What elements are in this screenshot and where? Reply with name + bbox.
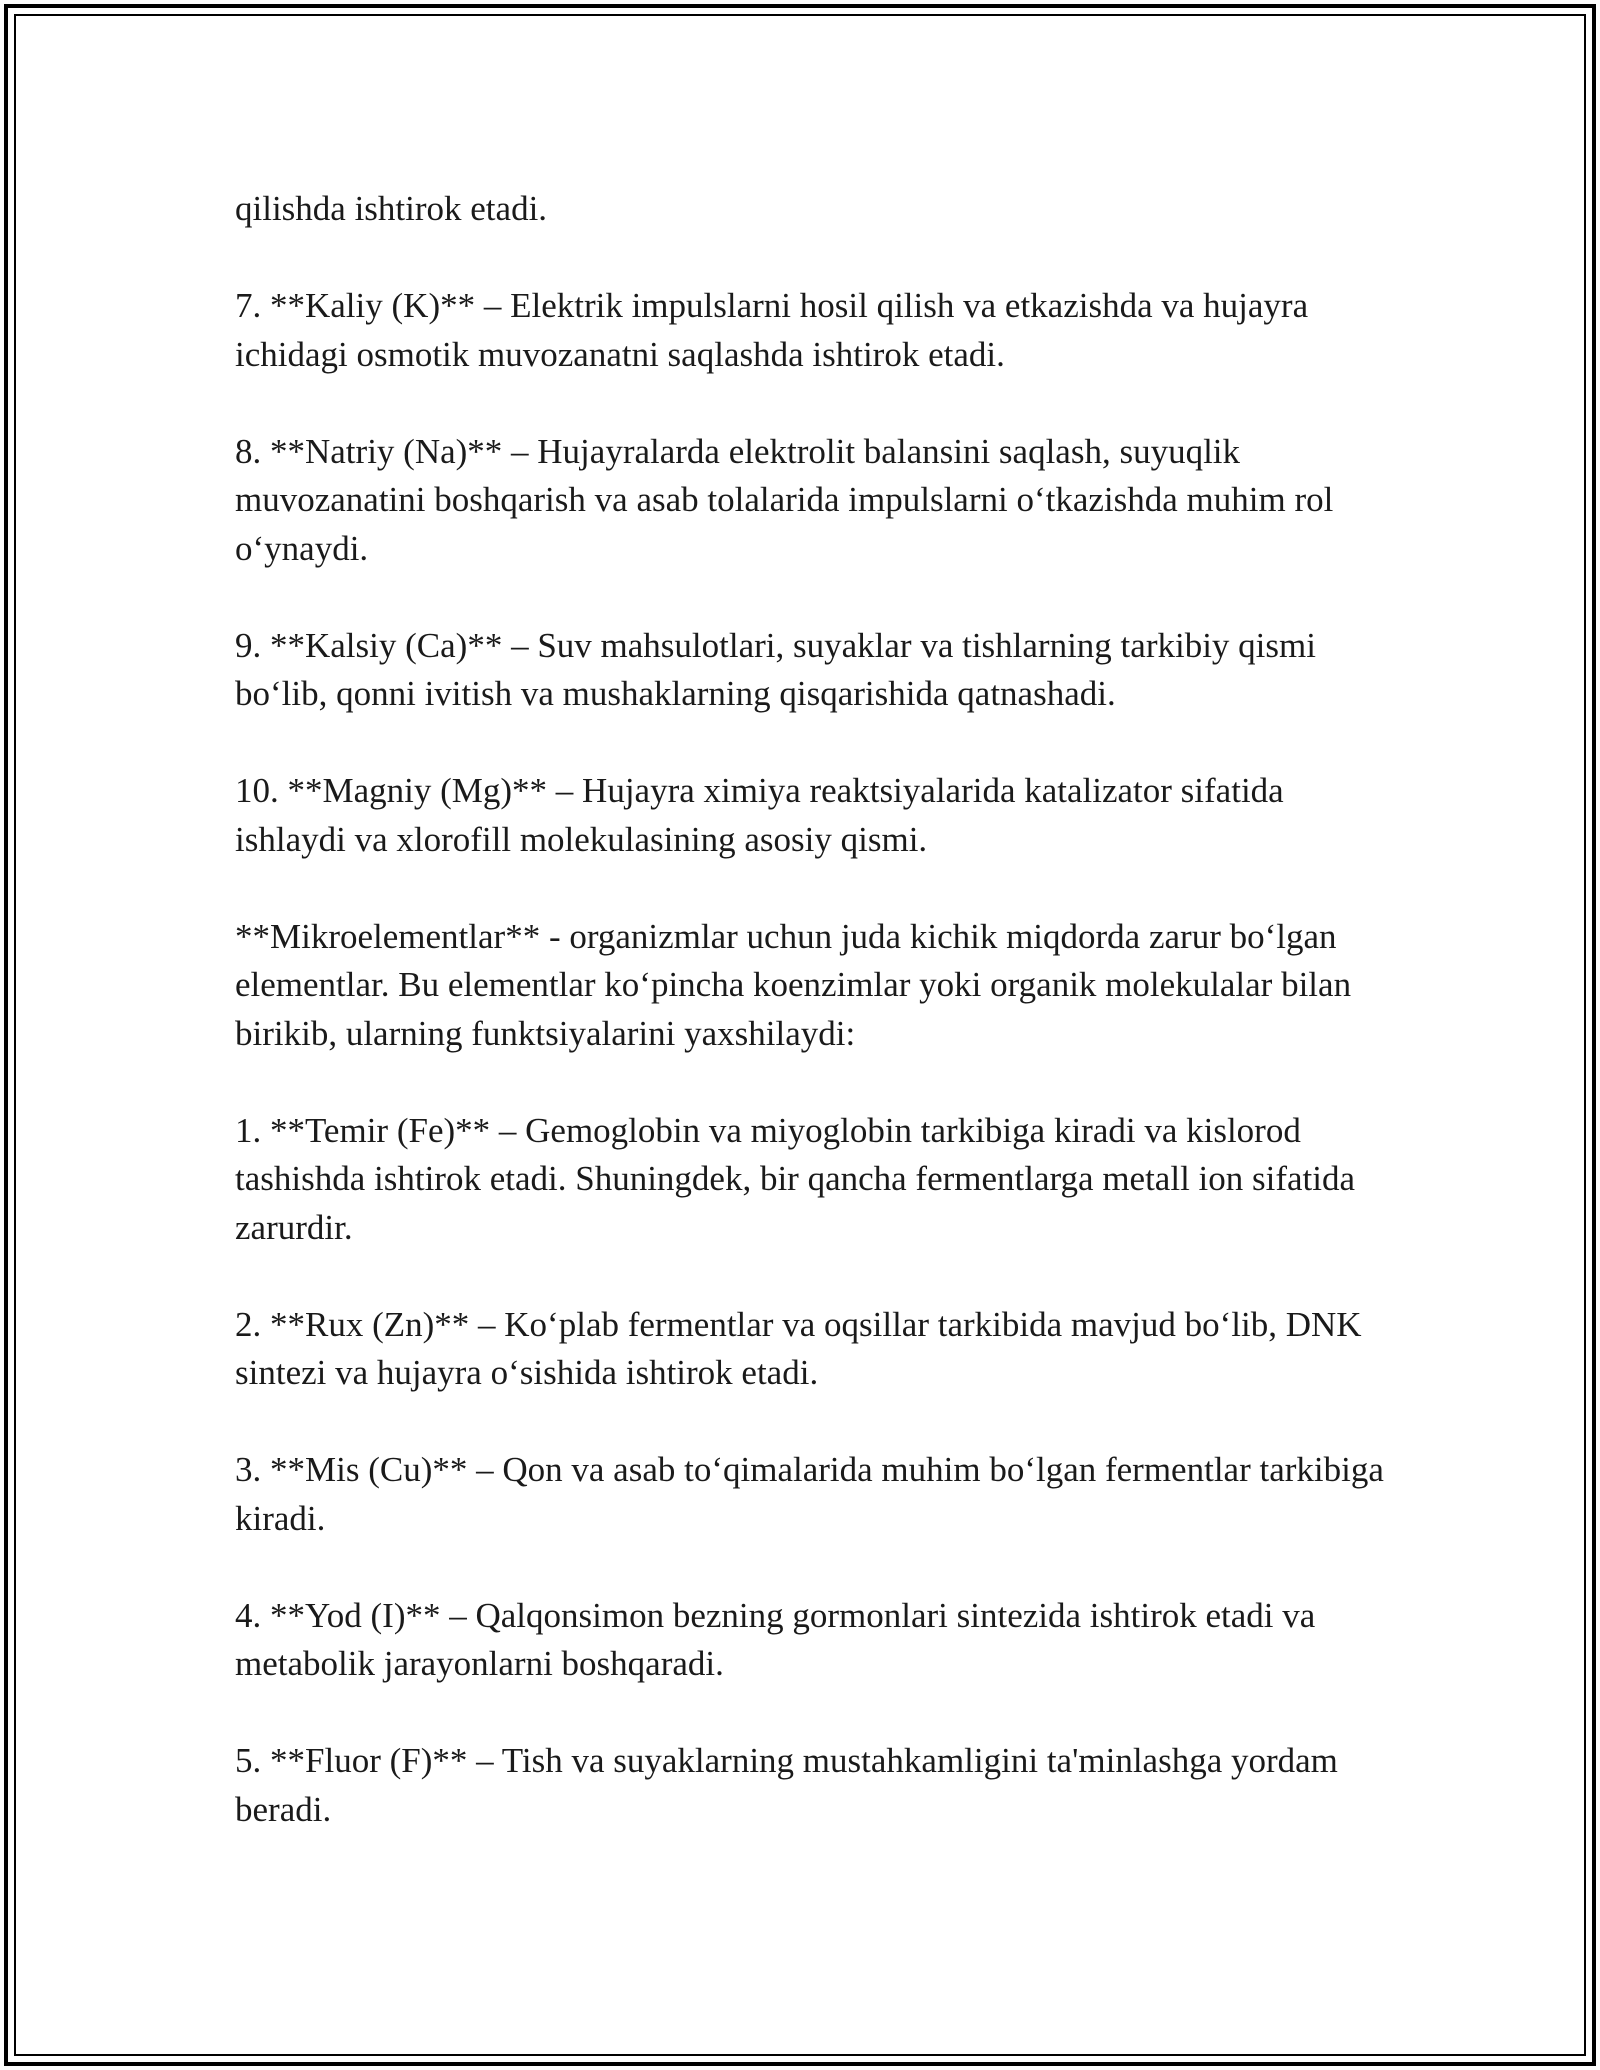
paragraph-magniy: 10. **Magniy (Mg)** – Hujayra ximiya reaktsiyalarida katalizator sifatida ishlaydi va xlorofill molekulasining asosiy qismi. bbox=[235, 771, 1284, 859]
paragraph-fluor: 5. **Fluor (F)** – Tish va suyaklarning mustahkamligini ta'minlashga yordam beradi. bbox=[235, 1741, 1338, 1829]
paragraph-kaliy: 7. **Kaliy (K)** – Elektrik impulslarni hosil qilish va etkazishda va hujayra ichidagi osmotik muvozanatni saqlashda ishtirok etadi. bbox=[235, 286, 1309, 374]
paragraph-mis: 3. **Mis (Cu)** – Qon va asab to‘qimalarida muhim bo‘lgan fermentlar tarkibiga kiradi. bbox=[235, 1450, 1384, 1538]
paragraph-rux: 2. **Rux (Zn)** – Ko‘plab fermentlar va oqsillar tarkibida mavjud bo‘lib, DNK sintezi va hujayra o‘sishida ishtirok etadi. bbox=[235, 1304, 1362, 1392]
paragraph-yod: 4. **Yod (I)** – Qalqonsimon bezning gormonlari sintezida ishtirok etadi va metabolik jarayonlarni boshqaradi. bbox=[235, 1595, 1316, 1683]
paragraph-kalsiy: 9. **Kalsiy (Ca)** – Suv mahsulotlari, suyaklar va tishlarning tarkibiy qismi bo‘lib, qonni ivitish va mushaklarning qisqarishida qatnashadi. bbox=[235, 625, 1316, 713]
paragraph-continuation: qilishda ishtirok etadi. bbox=[235, 189, 548, 228]
paragraph-mikroelementlar: **Mikroelementlar** - organizmlar uchun juda kichik miqdorda zarur bo‘lgan elementlar. Bu elementlar ko‘pincha koenzimlar yoki organik molekulalar bilan birikib, ularning funktsiyalarini yaxshilaydi: bbox=[235, 916, 1352, 1053]
paragraph-temir: 1. **Temir (Fe)** – Gemoglobin va miyoglobin tarkibiga kiradi va kislorod tashishda ishtirok etadi. Shuningdek, bir qancha fermentlarga metall ion sifatida zarurdir. bbox=[235, 1110, 1356, 1247]
document-body bbox=[235, 185, 1385, 1834]
paragraph-natriy: 8. **Natriy (Na)** – Hujayralarda elektrolit balansini saqlash, suyuqlik muvozanatini boshqarish va asab tolalarida impulslarni o‘tkazishda muhim rol o‘ynaydi. bbox=[235, 431, 1334, 568]
